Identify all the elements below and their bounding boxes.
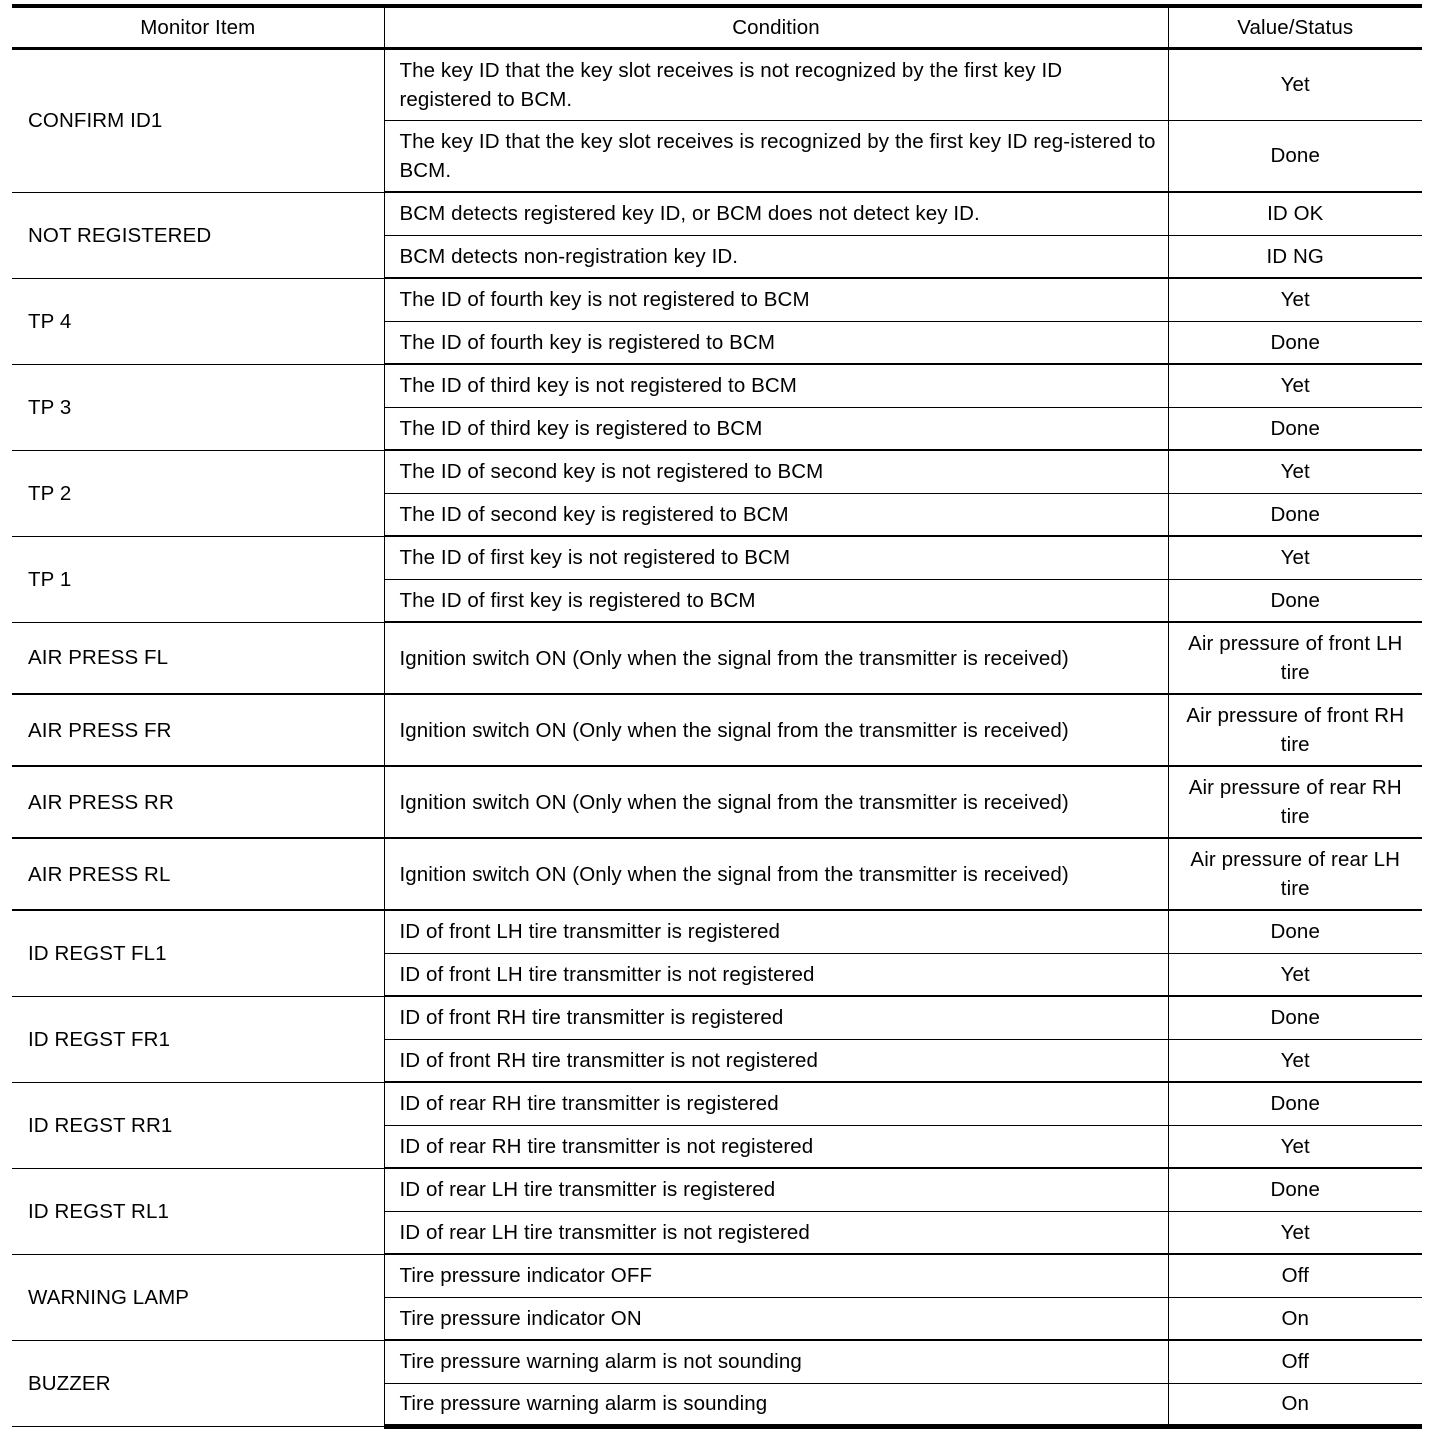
header-value-status: Value/Status (1168, 6, 1422, 48)
table-row (12, 996, 1422, 1039)
condition-cell: The ID of second key is not registered to BCM (384, 450, 1168, 493)
value-status-cell: Yet (1168, 1125, 1422, 1168)
value-status-cell: Air pressure of rear RH tire (1168, 766, 1422, 838)
header-monitor-item: Monitor Item (12, 6, 384, 48)
value-status-cell: Air pressure of front RH tire (1168, 694, 1422, 766)
table-row (12, 910, 1422, 953)
condition-cell: ID of front RH tire transmitter is registered (384, 996, 1168, 1039)
table-row (12, 192, 1422, 235)
condition-cell: Tire pressure warning alarm is sounding (384, 1383, 1168, 1426)
monitor-item-cell: AIR PRESS FR (12, 694, 384, 766)
condition-cell: ID of rear RH tire transmitter is not registered (384, 1125, 1168, 1168)
value-status-cell: Done (1168, 493, 1422, 536)
monitor-item-cell: BUZZER (12, 1340, 384, 1426)
table-row (12, 1082, 1422, 1125)
value-status-cell: Done (1168, 120, 1422, 192)
condition-cell: The ID of first key is registered to BCM (384, 579, 1168, 622)
condition-cell: The ID of second key is registered to BCM (384, 493, 1168, 536)
value-status-cell: Done (1168, 579, 1422, 622)
condition-cell: The ID of fourth key is registered to BCM (384, 321, 1168, 364)
monitor-item-cell: CONFIRM ID1 (12, 48, 384, 192)
table-row (12, 766, 1422, 838)
condition-cell: ID of rear LH tire transmitter is registered (384, 1168, 1168, 1211)
condition-cell: The ID of fourth key is not registered to BCM (384, 278, 1168, 321)
monitor-item-cell: TP 3 (12, 364, 384, 450)
value-status-cell: Yet (1168, 1211, 1422, 1254)
value-status-cell: Yet (1168, 953, 1422, 996)
monitor-item-cell: TP 1 (12, 536, 384, 622)
table-row (12, 536, 1422, 579)
condition-cell: BCM detects registered key ID, or BCM does not detect key ID. (384, 192, 1168, 235)
condition-cell: ID of rear RH tire transmitter is registered (384, 1082, 1168, 1125)
table-row (12, 364, 1422, 407)
monitor-item-cell: ID REGST FL1 (12, 910, 384, 996)
condition-cell: ID of front LH tire transmitter is not registered (384, 953, 1168, 996)
table-row (12, 1340, 1422, 1383)
table-row (12, 278, 1422, 321)
monitor-item-cell: TP 4 (12, 278, 384, 364)
value-status-cell: Off (1168, 1254, 1422, 1297)
monitor-item-cell: TP 2 (12, 450, 384, 536)
table-row (12, 694, 1422, 766)
monitor-item-cell: ID REGST RR1 (12, 1082, 384, 1168)
condition-cell: The key ID that the key slot receives is not recognized by the first key ID registered to BCM. (384, 48, 1168, 120)
value-status-cell: Yet (1168, 1039, 1422, 1082)
value-status-cell: ID OK (1168, 192, 1422, 235)
value-status-cell: Yet (1168, 48, 1422, 120)
condition-cell: Ignition switch ON (Only when the signal from the transmitter is received) (384, 622, 1168, 694)
condition-cell: Ignition switch ON (Only when the signal from the transmitter is received) (384, 766, 1168, 838)
condition-cell: ID of rear LH tire transmitter is not registered (384, 1211, 1168, 1254)
value-status-cell: Done (1168, 996, 1422, 1039)
value-status-cell: Done (1168, 1168, 1422, 1211)
condition-cell: Tire pressure indicator OFF (384, 1254, 1168, 1297)
table-row (12, 1254, 1422, 1297)
monitor-item-cell: WARNING LAMP (12, 1254, 384, 1340)
header-condition: Condition (384, 6, 1168, 48)
condition-cell: ID of front LH tire transmitter is registered (384, 910, 1168, 953)
condition-cell: Tire pressure warning alarm is not sounding (384, 1340, 1168, 1383)
value-status-cell: Yet (1168, 536, 1422, 579)
monitor-item-cell: ID REGST FR1 (12, 996, 384, 1082)
monitor-item-cell: AIR PRESS FL (12, 622, 384, 694)
table-row (12, 838, 1422, 910)
value-status-cell: Yet (1168, 278, 1422, 321)
condition-cell: Ignition switch ON (Only when the signal from the transmitter is received) (384, 694, 1168, 766)
monitor-item-cell: NOT REGISTERED (12, 192, 384, 278)
value-status-cell: Off (1168, 1340, 1422, 1383)
condition-cell: Ignition switch ON (Only when the signal from the transmitter is received) (384, 838, 1168, 910)
table-row (12, 48, 1422, 120)
value-status-cell: Done (1168, 321, 1422, 364)
value-status-cell: Done (1168, 1082, 1422, 1125)
monitor-item-cell: AIR PRESS RR (12, 766, 384, 838)
monitor-item-cell: AIR PRESS RL (12, 838, 384, 910)
monitor-item-cell: ID REGST RL1 (12, 1168, 384, 1254)
value-status-cell: Yet (1168, 450, 1422, 493)
table-row (12, 622, 1422, 694)
condition-cell: BCM detects non-registration key ID. (384, 235, 1168, 278)
condition-cell: The ID of third key is registered to BCM (384, 407, 1168, 450)
condition-cell: ID of front RH tire transmitter is not registered (384, 1039, 1168, 1082)
value-status-cell: Done (1168, 407, 1422, 450)
monitor-item-table (12, 4, 1422, 1429)
table-body (12, 48, 1422, 1426)
condition-cell: The ID of third key is not registered to BCM (384, 364, 1168, 407)
condition-cell: The key ID that the key slot receives is recognized by the first key ID reg-istered to BCM. (384, 120, 1168, 192)
value-status-cell: Air pressure of rear LH tire (1168, 838, 1422, 910)
value-status-cell: Air pressure of front LH tire (1168, 622, 1422, 694)
condition-cell: Tire pressure indicator ON (384, 1297, 1168, 1340)
condition-cell: The ID of first key is not registered to BCM (384, 536, 1168, 579)
value-status-cell: On (1168, 1297, 1422, 1340)
header-row (12, 6, 1422, 48)
table-row (12, 450, 1422, 493)
value-status-cell: Done (1168, 910, 1422, 953)
table-row (12, 1168, 1422, 1211)
value-status-cell: Yet (1168, 364, 1422, 407)
value-status-cell: On (1168, 1383, 1422, 1426)
value-status-cell: ID NG (1168, 235, 1422, 278)
